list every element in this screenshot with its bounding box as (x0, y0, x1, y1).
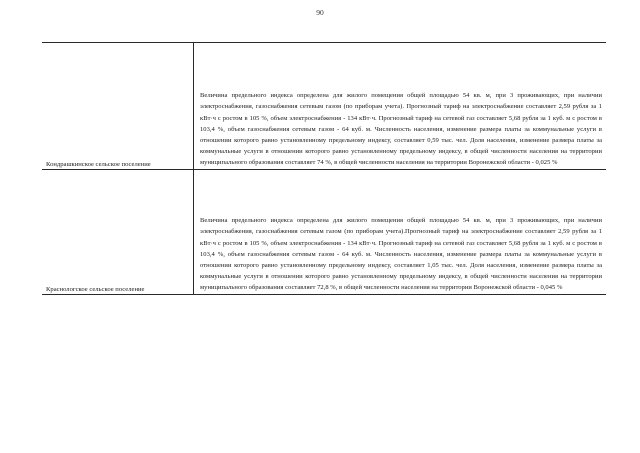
settlement-cell (42, 43, 194, 169)
index-description: Величина предельного индекса определена для жилого помещения общей площадью 54 кв. м, при 3 проживающих, при наличии электроснабжения, газоснабжения сетевым газом (по приборам учета).Прогнозный тариф на электроснабжение составляет 2,59 рубля за 1 кВт·ч с ростом в 105 %, объем электроснабжения - 134 кВт·ч. Прогнозный тариф на сетевой газ составляет 5,68 рубля за 1 куб. м с ростом в 103,4 %, объем газоснабжения сетевым газом - 64 куб. м. Численность населения, изменение размера платы за коммунальные услуги в отношении которого равно установленному предельному индексу, составляет 1,05 тыс. чел. Доля населения, изменение размера платы за коммунальные услуги в отношении которого равно установленному предельному индексу, в общей численности населения на территории муниципального образования составляет 72,8 %, в общей численности населения на территории Воронежской области - 0,045 % (200, 217, 602, 291)
settlement-name: Краснологское сельское поселение (46, 286, 145, 293)
table-row (42, 169, 606, 295)
description-cell (194, 170, 606, 294)
description-cell (194, 43, 606, 169)
page-number: 90 (316, 8, 324, 17)
settlement-cell (42, 170, 194, 294)
indices-table (42, 42, 606, 295)
settlement-name: Кондрашкинское сельское поселение (46, 161, 151, 168)
index-description: Величина предельного индекса определена для жилого помещения общей площадью 54 кв. м, при 3 проживающих, при наличии электроснабжения, газоснабжения сетевым газом (по приборам учета). Прогнозный тариф на электроснабжение составляет 2,59 рубля за 1 кВт·ч с ростом в 105 %, объем электроснабжения - 134 кВт·ч. Прогнозный тариф на сетевой газ составляет 5,68 рубля за 1 куб. м с ростом в 103,4 %, объем газоснабжения сетевым газом - 64 куб. м. Численность населения, изменение размера платы за коммунальные услуги в отношении которого равно установленному предельному индексу, составляет 0,59 тыс. чел. Доля населения, изменение размера платы за коммунальные услуги в отношении которого равно установленному предельному индексу, в общей численности населения на территории муниципального образования составляет 74 %, в общей численности населения на территории Воронежской области - 0,025 % (200, 92, 602, 166)
table-row (42, 42, 606, 169)
